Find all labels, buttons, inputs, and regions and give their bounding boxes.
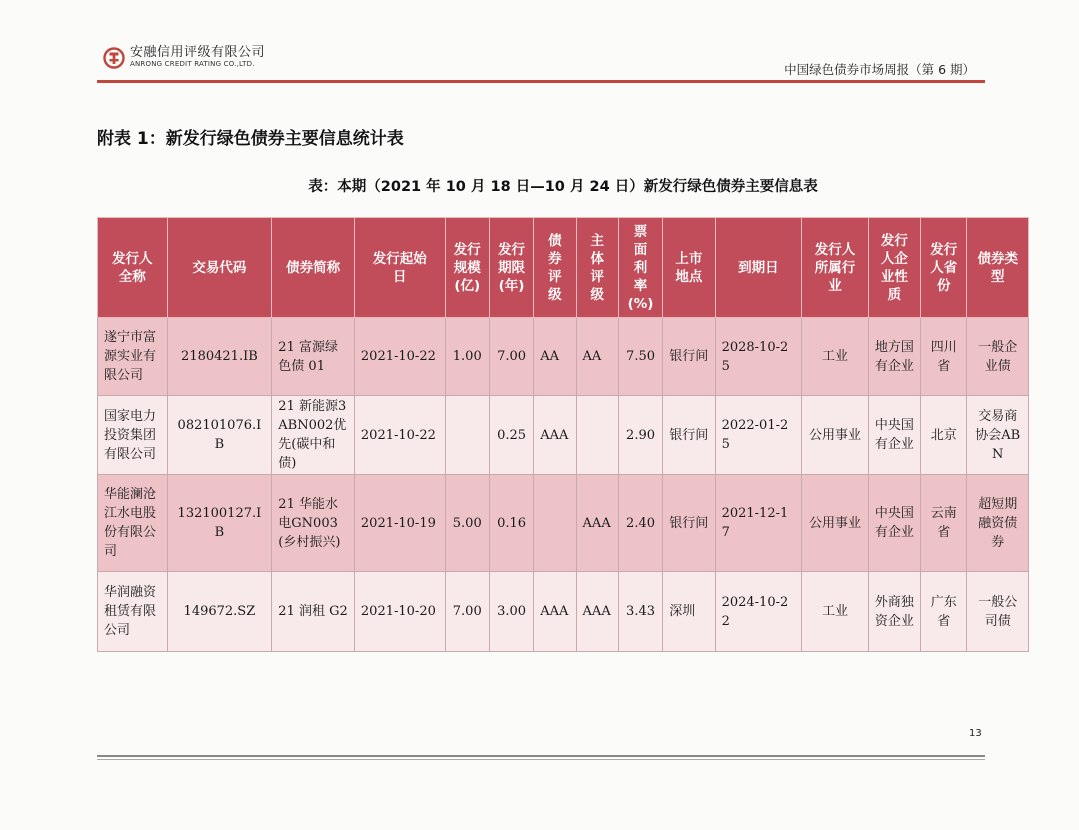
col-header-entity-rating: 主 体 评 级 xyxy=(576,218,618,318)
cell-start: 2021-10-20 xyxy=(354,572,445,652)
col-header-name: 债券简称 xyxy=(272,218,355,318)
cell-name: 21 润租 G2 xyxy=(272,572,355,652)
cell-code: 132100127.IB xyxy=(167,475,272,572)
table-header-row xyxy=(98,218,1029,318)
cell-coupon: 2.40 xyxy=(618,475,662,572)
col-header-issuer: 发行人 全称 xyxy=(98,218,168,318)
cell-maturity: 2024-10-22 xyxy=(715,572,802,652)
table-title: 表：本期（2021 年 10 月 18 日—10 月 24 日）新发行绿色债券主要信息表 xyxy=(308,179,818,195)
col-header-nature: 发行 人企 业性 质 xyxy=(868,218,920,318)
table-row xyxy=(98,475,1029,572)
report-title: 中国绿色债券市场周报（第 6 期） xyxy=(784,62,975,77)
cell-market: 银行间 xyxy=(663,318,715,396)
cell-nature: 中央国有企业 xyxy=(868,475,920,572)
cell-issuer: 国家电力投资集团有限公司 xyxy=(98,396,168,475)
cell-bond-rating: AAA xyxy=(534,396,576,475)
cell-type: 超短期融资债券 xyxy=(967,475,1029,572)
cell-name: 21 富源绿色债 01 xyxy=(272,318,355,396)
cell-industry: 工业 xyxy=(802,572,869,652)
cell-entity-rating: AA xyxy=(576,318,618,396)
cell-bond-rating: AA xyxy=(534,318,576,396)
cell-nature: 地方国有企业 xyxy=(868,318,920,396)
cell-coupon: 7.50 xyxy=(618,318,662,396)
table-row xyxy=(98,572,1029,652)
cell-type: 一般公司债 xyxy=(967,572,1029,652)
cell-maturity: 2022-01-25 xyxy=(715,396,802,475)
cell-size: 1.00 xyxy=(445,318,489,396)
company-name-cn: 安融信用评级有限公司 xyxy=(130,45,266,60)
cell-issuer: 遂宁市富源实业有限公司 xyxy=(98,318,168,396)
cell-province: 云南省 xyxy=(921,475,967,572)
appendix-title: 附表 1：新发行绿色债券主要信息统计表 xyxy=(97,129,404,149)
cell-nature: 中央国有企业 xyxy=(868,396,920,475)
col-header-start: 发行起始 日 xyxy=(354,218,445,318)
cell-market: 银行间 xyxy=(663,475,715,572)
cell-province: 四川省 xyxy=(921,318,967,396)
cell-nature: 外商独资企业 xyxy=(868,572,920,652)
cell-coupon: 3.43 xyxy=(618,572,662,652)
page-number: 13 xyxy=(969,728,982,739)
cell-code: 2180421.IB xyxy=(167,318,272,396)
cell-market: 银行间 xyxy=(663,396,715,475)
cell-start: 2021-10-22 xyxy=(354,396,445,475)
cell-term: 7.00 xyxy=(489,318,533,396)
col-header-industry: 发行人 所属行 业 xyxy=(802,218,869,318)
cell-industry: 公用事业 xyxy=(802,475,869,572)
green-bond-table xyxy=(97,217,1029,652)
header-divider xyxy=(97,80,985,83)
cell-province: 广东省 xyxy=(921,572,967,652)
cell-start: 2021-10-22 xyxy=(354,318,445,396)
cell-issuer: 华能澜沧江水电股份有限公司 xyxy=(98,475,168,572)
table-row xyxy=(98,318,1029,396)
cell-coupon: 2.90 xyxy=(618,396,662,475)
col-header-province: 发行 人省 份 xyxy=(921,218,967,318)
col-header-market: 上市 地点 xyxy=(663,218,715,318)
col-header-term: 发行 期限 (年) xyxy=(489,218,533,318)
col-header-coupon: 票 面 利 率 (%) xyxy=(618,218,662,318)
cell-term: 0.25 xyxy=(489,396,533,475)
cell-code: 082101076.IB xyxy=(167,396,272,475)
cell-bond-rating: AAA xyxy=(534,572,576,652)
cell-type: 一般企业债 xyxy=(967,318,1029,396)
anrong-logo-icon xyxy=(103,47,125,69)
cell-name: 21 华能水电GN003(乡村振兴) xyxy=(272,475,355,572)
cell-market: 深圳 xyxy=(663,572,715,652)
company-logo xyxy=(103,46,265,69)
cell-maturity: 2028-10-25 xyxy=(715,318,802,396)
col-header-size: 发行 规模 (亿) xyxy=(445,218,489,318)
cell-industry: 工业 xyxy=(802,318,869,396)
cell-start: 2021-10-19 xyxy=(354,475,445,572)
cell-name: 21 新能源3ABN002优先(碳中和债) xyxy=(272,396,355,475)
company-name-en: ANRONG CREDIT RATING CO.,LTD. xyxy=(130,60,255,68)
cell-issuer: 华润融资租赁有限公司 xyxy=(98,572,168,652)
cell-size xyxy=(445,396,489,475)
cell-term: 0.16 xyxy=(489,475,533,572)
col-header-maturity: 到期日 xyxy=(715,218,802,318)
cell-size: 7.00 xyxy=(445,572,489,652)
cell-province: 北京 xyxy=(921,396,967,475)
cell-entity-rating: AAA xyxy=(576,572,618,652)
col-header-type: 债券类 型 xyxy=(967,218,1029,318)
cell-type: 交易商协会ABN xyxy=(967,396,1029,475)
cell-bond-rating xyxy=(534,475,576,572)
cell-maturity: 2021-12-17 xyxy=(715,475,802,572)
cell-size: 5.00 xyxy=(445,475,489,572)
table-row xyxy=(98,396,1029,475)
col-header-code: 交易代码 xyxy=(167,218,272,318)
cell-entity-rating xyxy=(576,396,618,475)
footer-divider xyxy=(97,755,985,760)
cell-entity-rating: AAA xyxy=(576,475,618,572)
cell-code: 149672.SZ xyxy=(167,572,272,652)
col-header-bond-rating: 债 券 评 级 xyxy=(534,218,576,318)
cell-industry: 公用事业 xyxy=(802,396,869,475)
cell-term: 3.00 xyxy=(489,572,533,652)
